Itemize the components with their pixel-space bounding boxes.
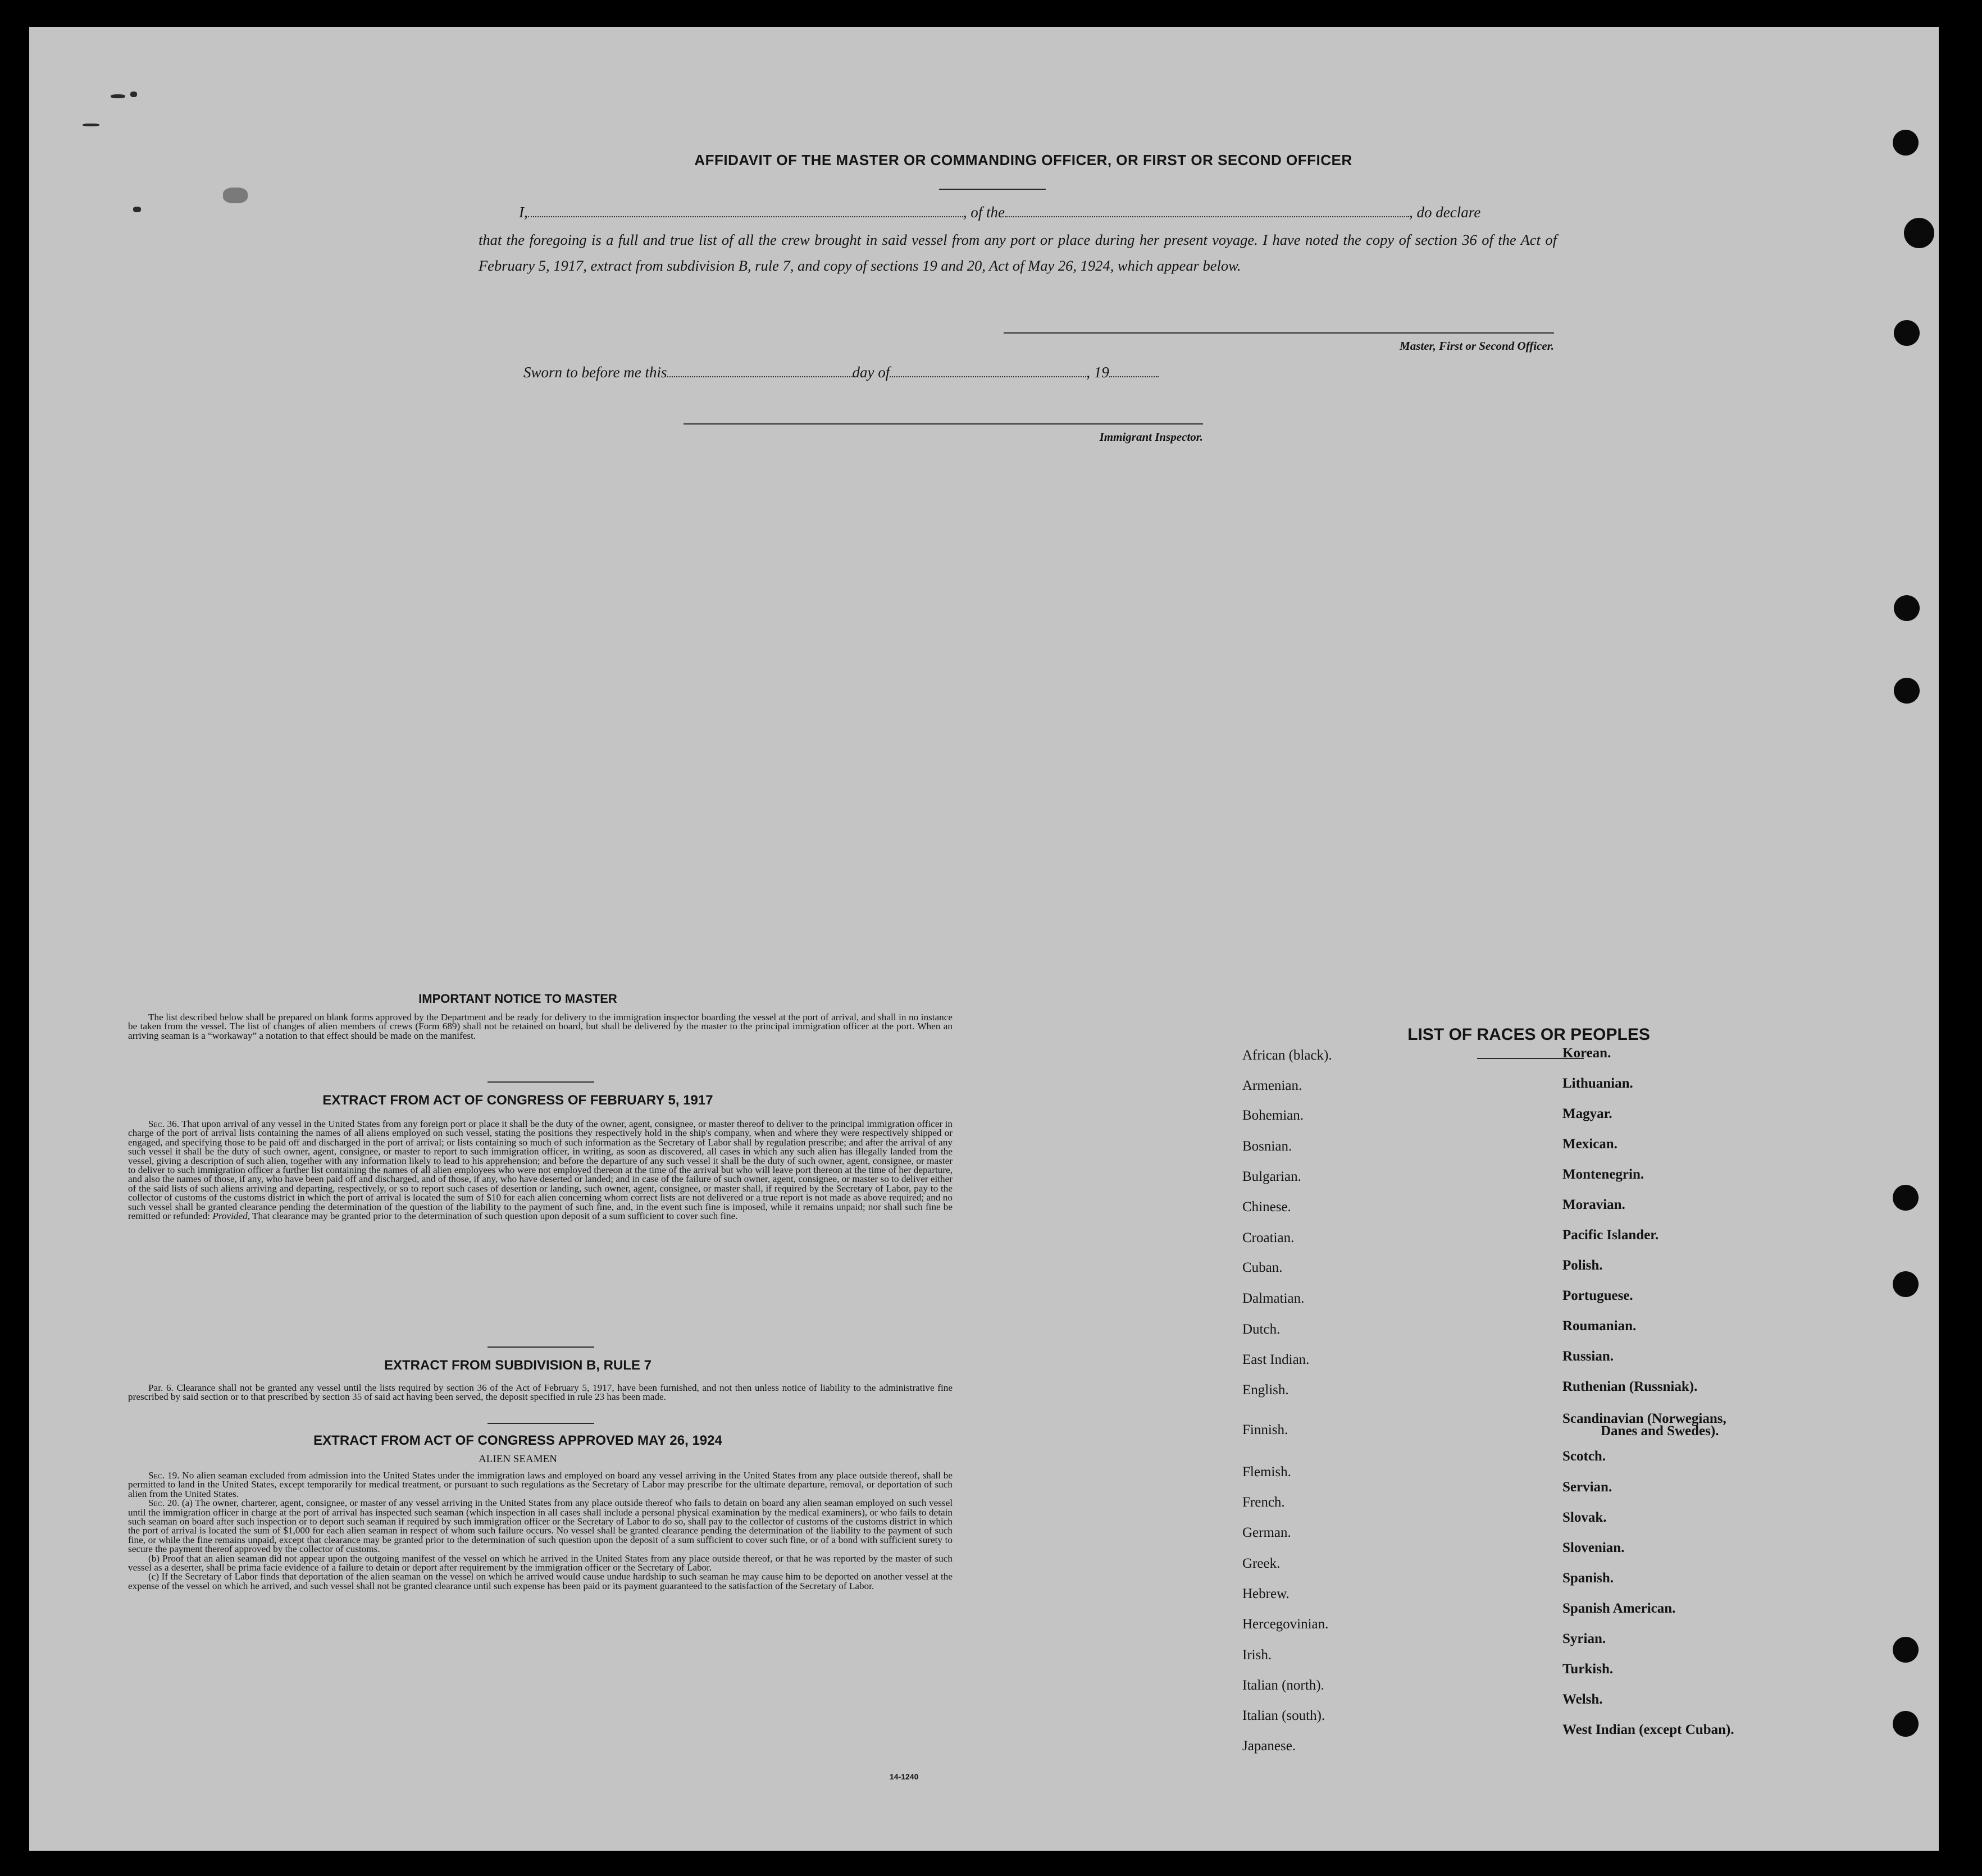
sworn-line <box>523 364 1159 381</box>
race-item: Servian. <box>1562 1480 1612 1495</box>
sworn-day-field[interactable] <box>667 364 853 377</box>
race-item: Flemish. <box>1242 1464 1291 1480</box>
punch-hole <box>1894 595 1920 621</box>
race-item: Magyar. <box>1562 1106 1612 1121</box>
race-item: French. <box>1242 1495 1285 1510</box>
document-sheet <box>29 27 1939 1851</box>
race-item: Japanese. <box>1242 1738 1296 1754</box>
inspector-signature-caption: Immigrant Inspector. <box>1099 430 1203 444</box>
sec-20c-paragraph: (c) If the Secretary of Labor finds that deportation of the alien seaman on the vessel on which he arrived would cause undue hardship to such seaman he may cause him to be deported on another vessel at the expense of the vessel on which he arrived, and such vessel shall not be granted clearance until such expense has been paid or its payment guaranteed to the satisfaction of the Secretary of Labor. <box>128 1571 953 1591</box>
race-item: Scandinavian (Norwegians, <box>1562 1411 1726 1426</box>
master-signature-line[interactable] <box>1004 332 1554 334</box>
race-item: Turkish. <box>1562 1662 1614 1677</box>
race-item: German. <box>1242 1525 1291 1540</box>
sworn-month-field[interactable] <box>890 364 1086 377</box>
vessel-name-field[interactable] <box>1005 204 1409 217</box>
race-item: Irish. <box>1242 1647 1272 1663</box>
race-item: Portuguese. <box>1562 1288 1633 1303</box>
alien-seamen-subtitle: ALIEN SEAMEN <box>479 1453 557 1465</box>
scan-speck <box>111 94 125 98</box>
affidavit-i-label: I, <box>519 204 528 221</box>
sec-19-label: Sec. 19. <box>148 1470 180 1481</box>
form-number: 14-1240 <box>890 1772 919 1781</box>
extract-rule7-title: EXTRACT FROM SUBDIVISION B, RULE 7 <box>384 1358 652 1373</box>
extract-1917-title: EXTRACT FROM ACT OF CONGRESS OF FEBRUARY 5, 1917 <box>322 1093 713 1108</box>
race-item: Montenegrin. <box>1562 1167 1644 1182</box>
notice-paragraph: The list described below shall be prepared on blank forms approved by the Department and be ready for delivery to the immigration inspector boarding the vessel at the port of arrival, and shall in no instance be taken from the vessel. The list of changes of alien members of crews (Form 689) shall not be retained on board, but shall be delivered by the master to the principal immigration officer at the port. When an arriving seaman is a “workaway” a notation to that effect should be made on the manifest. <box>128 1012 953 1041</box>
punch-hole <box>1894 678 1920 704</box>
race-item: African (black). <box>1242 1048 1332 1063</box>
race-item: Spanish. <box>1562 1571 1614 1586</box>
sec-19-text: No alien seaman excluded from admission into the United States under the immigration laws and employed on board any vessel arriving in the United States from any place outside thereof, shall be permitted to land in the United States, except temporarily for medical treatment, or pursuant to such regulations as the Secretary of Labor may prescribe for the ultimate departure, removal, or deportation of such alien from the United States. <box>128 1470 953 1499</box>
race-item: Chinese. <box>1242 1199 1291 1215</box>
sec-36-text: That upon arrival of any vessel in the United States from any foreign port or place it shall be the duty of the owner, agent, consignee, or master thereof to deliver to the principal immigration officer in charge of the port of arrival lists containing the names of all aliens employed on such vessel, stating the positions they respectively hold in the ship's company, when and where they were respectively shipped or engaged, and specifying those to be paid off and discharged in the port of arrival; or lists containing so much of such information as the Secretary of Labor shall by regulation prescribe; and after the arrival of any such vessel it shall be the duty of such owner, agent, consignee, or master to report to such immigration officer, in writing, as soon as discovered, all cases in which any such alien has illegally landed from the vessel, giving a description of such alien, together with any information likely to lead to his apprehension; and before the departure of any such vessel it shall be the duty of such owner, agent, consignee, or master to deliver to such immigration officer a further list containing the names of all alien employees who were not employed thereon at the time of the arrival but who will leave port thereon at the time of her departure, and also the names of those, if any, who have been paid off and discharged, and of those, if any, who have deserted or landed; and in case of the failure of such owner, agent, consignee, or master so to deliver either of the said lists of such aliens arriving and departing, respectively, or so to report such cases of desertion or landing, such owner, agent, consignee, or master shall, if required by the Secretary of Labor, pay to the collector of customs of the customs district in which the port of arrival is located the sum of $10 for each alien concerning whom correct lists are not delivered or a true report is not made as above required; and no such vessel shall be granted clearance pending the determination of the question of the liability to the payment of such fine, and, in the event such fine is imposed, while it remains unpaid; nor shall such fine be remitted or refunded: <box>128 1119 953 1222</box>
affidavit-of-label: , of the <box>963 204 1005 221</box>
sec-20b-paragraph: (b) Proof that an alien seaman did not appear upon the outgoing manifest of the vessel on which he arrived in the United States from any place outside thereof, or that he was reported by the master of such vessel as a deserter, shall be prima facie evidence of a failure to detain or deport after requirement by the immigration officer or the Secretary of Labor. <box>128 1553 953 1573</box>
affidavit-declaration-line <box>519 204 1552 221</box>
race-item: Scotch. <box>1562 1449 1606 1464</box>
race-item: Pacific Islander. <box>1562 1227 1659 1243</box>
scan-speck <box>133 207 141 212</box>
race-item: Italian (north). <box>1242 1678 1324 1693</box>
sworn-prefix: Sworn to before me this <box>523 364 667 381</box>
notice-title: IMPORTANT NOTICE TO MASTER <box>418 992 617 1006</box>
race-item: Slovenian. <box>1562 1540 1625 1555</box>
affidavit-declare-label: , do declare <box>1409 204 1481 221</box>
divider <box>487 1081 594 1083</box>
scan-speck <box>130 92 137 97</box>
race-item: Polish. <box>1562 1258 1603 1273</box>
extract-rule7-body <box>128 1384 953 1402</box>
master-signature-caption: Master, First or Second Officer. <box>1400 339 1554 353</box>
race-item: Ruthenian (Russniak). <box>1562 1379 1698 1394</box>
affidavit-title: AFFIDAVIT OF THE MASTER OR COMMANDING OFFICER, OR FIRST OR SECOND OFFICER <box>694 152 1352 168</box>
race-item: Bulgarian. <box>1242 1169 1301 1184</box>
race-item: Hebrew. <box>1242 1586 1290 1601</box>
master-name-field[interactable] <box>528 204 963 217</box>
extract-1917-body <box>128 1120 953 1221</box>
race-item: Cuban. <box>1242 1260 1283 1275</box>
race-item: Mexican. <box>1562 1136 1618 1152</box>
race-item: Moravian. <box>1562 1197 1625 1212</box>
sec-36-label: Sec. 36. <box>148 1119 180 1129</box>
sec-36-text-end: That clearance may be granted prior to the determination of such question upon deposit of a sum sufficient to cover such fine. <box>252 1211 738 1222</box>
sec-19-paragraph <box>128 1471 953 1499</box>
affidavit-paragraph: that the foregoing is a full and true list of all the crew brought in said vessel from any port or place during her present voyage. I have noted the copy of section 36 of the Act of February 5, 1917, extract from subdivision B, rule 7, and copy of sections 19 and 20, Act of May 26, 1924, which appear below. <box>479 231 1557 274</box>
race-item: Bohemian. <box>1242 1108 1304 1123</box>
race-item: Croatian. <box>1242 1230 1295 1245</box>
sec-20-label: Sec. 20. <box>148 1498 180 1509</box>
race-item: West Indian (except Cuban). <box>1562 1722 1734 1737</box>
sec-20a-text: (a) The owner, charterer, agent, consignee, or master of any vessel arriving in the United States from any place outside thereof who fails to detain on board any alien seaman employed on such vessel until the immigration officer in charge at the port of arrival has inspected such seaman (which inspection in all cases shall include a personal physical examination by the medical examiners), or who fails to detain such seaman on board after such inspection or to deport such seaman if required by such immigration officer or the Secretary of Labor to do so, shall pay to the collector of customs of the customs district in which the port of arrival is located the sum of $1,000 for each alien seaman in respect of whom such failure occurs. No vessel shall be granted clearance pending the determination of the liability to the payment of such fine, or while the fine remains unpaid, except that clearance may be granted prior to the determination of such question upon the deposit of a sum sufficient to cover such fine, or of a bond with sufficient surety to secure the payment thereof approved by the collector of customs. <box>128 1498 953 1555</box>
race-item: Greek. <box>1242 1556 1281 1571</box>
sworn-year-label: , 19 <box>1086 364 1109 381</box>
race-item: Roumanian. <box>1562 1318 1637 1334</box>
notice-body <box>128 1013 953 1040</box>
race-item: Armenian. <box>1242 1078 1302 1093</box>
race-item: Dutch. <box>1242 1322 1281 1337</box>
extract-1924-body <box>128 1471 953 1591</box>
punch-hole <box>1893 1271 1919 1297</box>
race-item: Italian (south). <box>1242 1708 1325 1723</box>
race-item: English. <box>1242 1382 1289 1398</box>
punch-hole <box>1893 1711 1919 1737</box>
race-item: Hercegovinian. <box>1242 1617 1329 1632</box>
race-item: Welsh. <box>1562 1692 1603 1707</box>
race-item: Korean. <box>1562 1046 1611 1061</box>
inspector-signature-line[interactable] <box>684 423 1203 425</box>
punch-hole <box>1893 1185 1919 1211</box>
punch-hole <box>1893 130 1919 156</box>
scan-speck <box>223 188 248 203</box>
race-item: Danes and Swedes). <box>1601 1423 1719 1439</box>
race-item: Spanish American. <box>1562 1601 1676 1616</box>
race-item: Russian. <box>1562 1349 1614 1364</box>
race-item: East Indian. <box>1242 1352 1310 1367</box>
sworn-day-label: day of <box>852 364 890 381</box>
rule7-paragraph: Par. 6. Clearance shall not be granted any vessel until the lists required by section 36 of the Act of February 5, 1917, have been furnished, and not then unless notice of liability to the administrative fine prescribed by said section or to that prescribed by section 35 of said act having been served, the deposit specified in rule 23 has been made. <box>128 1382 953 1403</box>
race-item: Lithuanian. <box>1562 1076 1633 1091</box>
race-item: Syrian. <box>1562 1631 1606 1646</box>
provided-word: Provided, <box>212 1211 250 1222</box>
divider <box>487 1423 594 1424</box>
punch-hole <box>1904 218 1934 248</box>
divider <box>939 189 1046 190</box>
sec-36-paragraph <box>128 1120 953 1221</box>
extract-1924-title: EXTRACT FROM ACT OF CONGRESS APPROVED MAY 26, 1924 <box>313 1433 722 1448</box>
sworn-year-field[interactable] <box>1109 364 1159 377</box>
punch-hole <box>1894 320 1920 346</box>
race-item: Dalmatian. <box>1242 1291 1305 1306</box>
race-item: Bosnian. <box>1242 1139 1292 1154</box>
races-list-title: LIST OF RACES OR PEOPLES <box>1407 1025 1650 1044</box>
race-item: Slovak. <box>1562 1510 1607 1525</box>
race-item: Finnish. <box>1242 1422 1288 1437</box>
punch-hole <box>1893 1637 1919 1663</box>
sec-20a-paragraph <box>128 1499 953 1554</box>
divider <box>487 1346 594 1348</box>
scan-speck <box>83 124 99 126</box>
